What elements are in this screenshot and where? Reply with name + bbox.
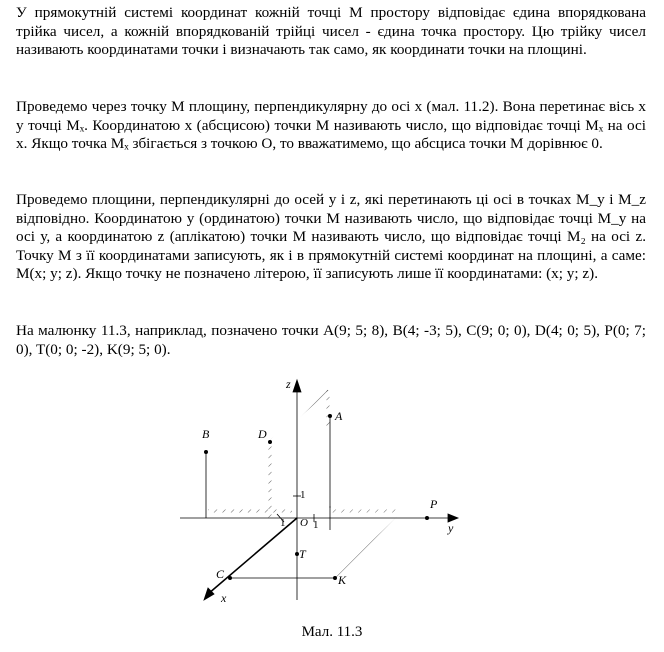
point-a-marker — [328, 414, 332, 418]
paragraph-ordinate-applicate: Проведемо площини, перпендикулярні до осей у і z, які перетинають ці осі в точках M_y і M_z відповідно. Координатою у (ординатою) точки М називають число, що відповідає точці M_y на осі у, а координатою z (аплікатою) точки М називають число, що відповідає точці M₂ на осі z. Точку М з її координатами записують, як і в прямокутній системі координат на площині, а саме: M(x; y; z). Якщо точку не позначено літерою, її записують лише її координатами: (x; y; z). — [16, 191, 646, 283]
paragraph-abscissa: Проведемо через точку М площину, перпендикулярну до осі х (мал. 11.2). Вона перетинає вісь х у точці Mₓ. Координатою х (абсцисою) точки М називають число, що відповідає точці Mₓ на осі х. Якщо точка Mₓ збігається з точкою О, то вважатимемо, що абсциса точки М дорівнює 0. — [16, 98, 646, 153]
k-diagonal-line — [335, 518, 398, 578]
paragraph-example-points: На малюнку 11.3, наприклад, позначено точки A(9; 5; 8), B(4; -3; 5), C(9; 0; 0), D(4; 0; 5), P(0; 7; 0), T(0; 0; -2), K(9; 5; 0). — [16, 322, 646, 358]
point-b-marker — [204, 450, 208, 454]
y-unit-label: 1 — [313, 519, 319, 531]
axis-label-y: y — [448, 521, 454, 535]
point-label-a: A — [335, 409, 343, 423]
point-p-marker — [425, 516, 429, 520]
point-k-marker — [333, 576, 337, 580]
x-axis-line — [208, 518, 297, 594]
point-label-b: B — [202, 427, 210, 441]
figure-caption: Мал. 11.3 — [301, 624, 363, 640]
point-label-k: K — [338, 573, 347, 587]
d-slant-line — [270, 390, 328, 442]
z-axis-arrow — [293, 380, 301, 392]
point-d-marker — [268, 440, 272, 444]
coordinate-figure — [180, 368, 480, 608]
point-c-marker — [228, 576, 232, 580]
point-label-t: T — [299, 547, 306, 561]
point-label-c: C — [216, 567, 225, 581]
axis-label-z: z — [286, 377, 291, 391]
axis-label-x: x — [221, 591, 227, 605]
origin-label: O — [300, 517, 308, 529]
point-label-d: D — [258, 427, 267, 441]
paragraph-coordinates-intro: У прямокутній системі координат кожній точці М простору відповідає єдина впорядкована трійка чисел, а кожній впорядкованій трійці чисел - єдина точка простору. Цю трійку чисел називають координатами точки і визначають так само, як координати точки на площині. — [16, 4, 646, 59]
point-label-p: P — [430, 497, 438, 511]
x-unit-label: 1 — [280, 517, 286, 529]
coordinate-diagram — [180, 368, 480, 608]
z-unit-label: 1 — [300, 489, 306, 501]
